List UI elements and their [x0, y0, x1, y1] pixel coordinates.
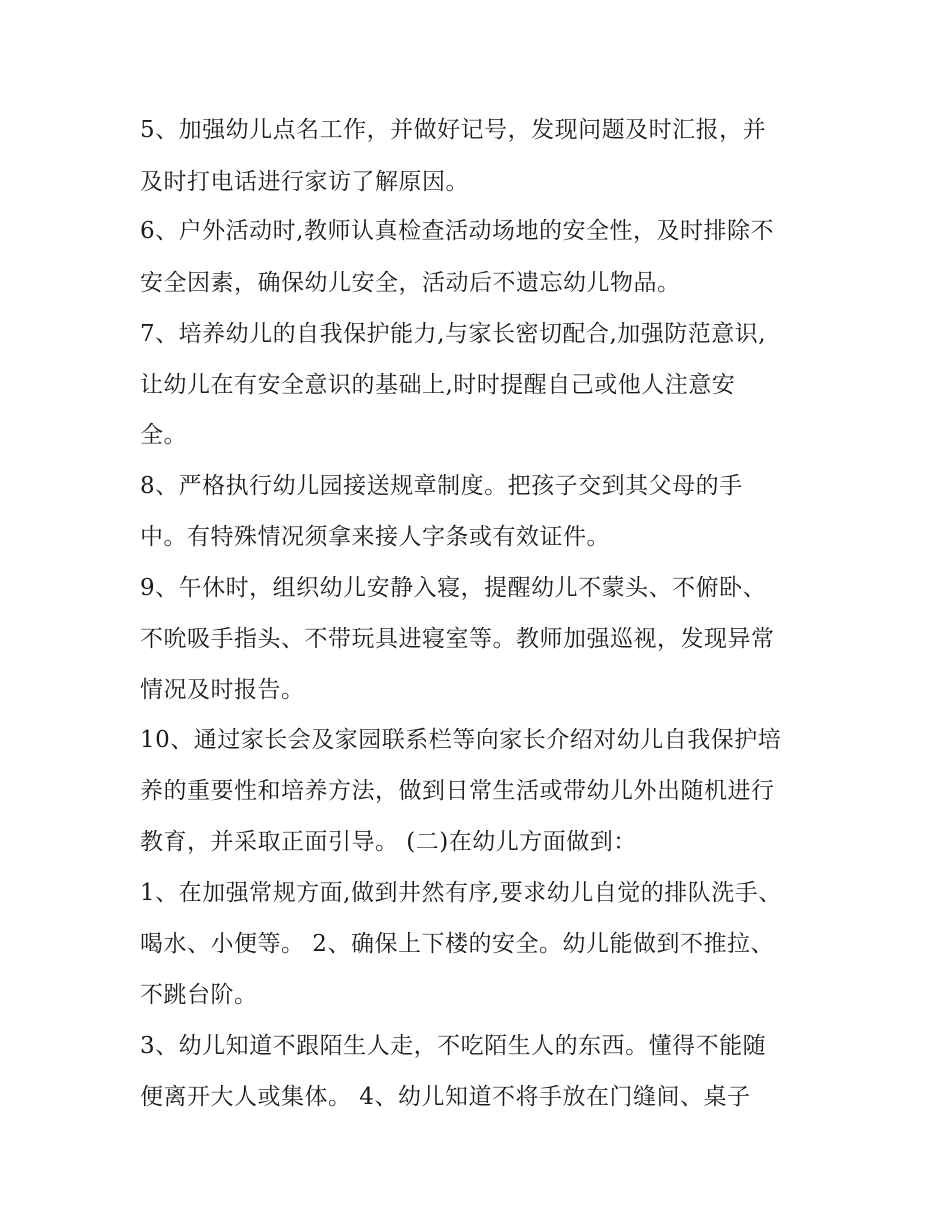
text-line: 情况及时报告。 [140, 677, 305, 703]
text-line: 7、培养幼儿的自我保护能力,与家长密切配合,加强防范意识, [140, 321, 767, 347]
text-line: 养的重要性和培养方法，做到日常生活或带幼儿外出随机进行 [140, 778, 775, 804]
text-line: 6、户外活动时,教师认真检查活动场地的安全性，及时排除不 [140, 218, 774, 244]
text-line: 5、加强幼儿点名工作，并做好记号，发现问题及时汇报，并 [140, 117, 767, 143]
text-line: 10、通过家长会及家园联系栏等向家长介绍对幼儿自我保护培 [140, 727, 782, 753]
text-line: 便离开大人或集体。 4、幼儿知道不将手放在门缝间、桌子 [140, 1084, 751, 1110]
text-line: 让幼儿在有安全意识的基础上,时时提醒自己或他人注意安 [140, 372, 736, 398]
text-line: 8、严格执行幼儿园接送规章制度。把孩子交到其父母的手 [140, 473, 743, 499]
text-line: 全。 [140, 422, 187, 448]
text-line: 1、在加强常规方面,做到井然有序,要求幼儿自觉的排队洗手、 [140, 880, 782, 906]
text-line: 教育，并采取正面引导。 (二)在幼儿方面做到： [140, 829, 637, 855]
text-line: 3、幼儿知道不跟陌生人走，不吃陌生人的东西。懂得不能随 [140, 1033, 767, 1059]
text-line: 不吮吸手指头、不带玩具进寝室等。教师加强巡视，发现异常 [140, 626, 775, 652]
text-line: 安全因素，确保幼儿安全，活动后不遗忘幼儿物品。 [140, 270, 681, 296]
text-line: 9、午休时，组织幼儿安静入寝，提醒幼儿不蒙头、不俯卧、 [140, 575, 767, 601]
text-line: 中。有特殊情况须拿来接人字条或有效证件。 [140, 524, 610, 550]
text-line: 喝水、小便等。 2、确保上下楼的安全。幼儿能做到不推拉、 [140, 931, 774, 957]
text-line: 及时打电话进行家访了解原因。 [140, 169, 469, 195]
text-line: 不跳台阶。 [140, 982, 258, 1008]
